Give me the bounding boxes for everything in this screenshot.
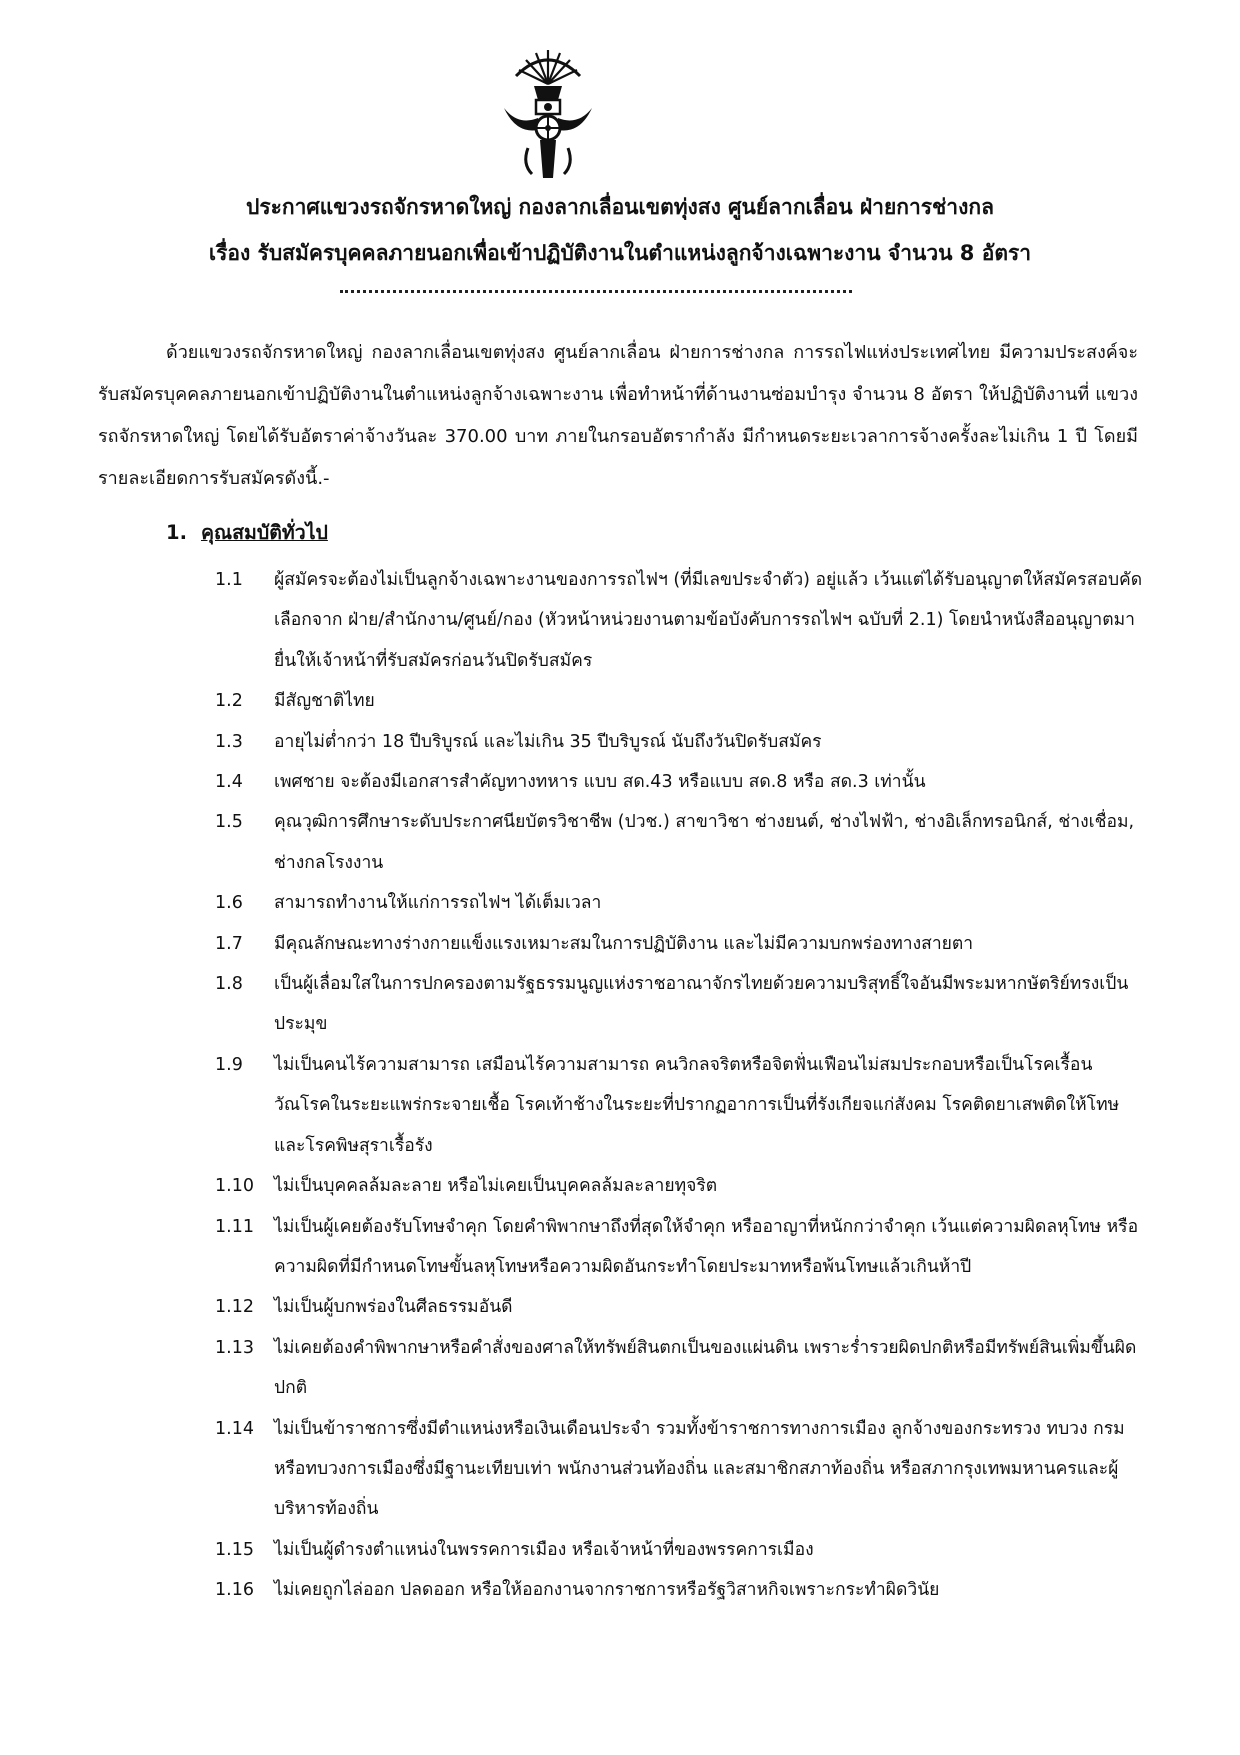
- item-text: ไม่เป็นผู้เคยต้องรับโทษจำคุก โดยคำพิพากษาถึงที่สุดให้จำคุก หรืออาญาที่หนักกว่าจำคุก เว้นแต่ความผิดลหุโทษ หรือความผิดที่มีกำหนดโทษขั้นลหุโทษหรือความผิดอันกระทำโดยประมาทหรือพ้นโทษแล้วเกินห้าปี: [274, 1216, 1139, 1277]
- qualification-list: [0, 560, 1240, 1611]
- item-number: 1.16: [215, 1580, 254, 1601]
- item-number: 1.11: [215, 1216, 254, 1237]
- list-item: [0, 681, 1240, 721]
- list-item: [0, 1166, 1240, 1206]
- item-text: ไม่เป็นผู้บกพร่องในศีลธรรมอันดี: [274, 1297, 513, 1318]
- item-number: 1.7: [215, 933, 243, 954]
- dotted-separator: [340, 290, 852, 293]
- item-text: ไม่เป็นบุคคลล้มละลาย หรือไม่เคยเป็นบุคคลล้มละลายทุจริต: [274, 1176, 718, 1197]
- list-item: [0, 1570, 1240, 1610]
- item-text: ไม่เคยต้องคำพิพากษาหรือคำสั่งของศาลให้ทรัพย์สินตกเป็นของแผ่นดิน เพราะร่ำรวยผิดปกติหรือมีทรัพย์สินเพิ่มขึ้นผิดปกติ: [274, 1337, 1137, 1399]
- item-number: 1.8: [215, 974, 243, 995]
- item-number: 1.3: [215, 731, 243, 752]
- item-number: 1.6: [215, 893, 243, 914]
- item-text: ผู้สมัครจะต้องไม่เป็นลูกจ้างเฉพาะงานของการรถไฟฯ (ที่มีเลขประจำตัว) อยู่แล้ว เว้นแต่ได้รับอนุญาตให้สมัครสอบคัดเลือกจาก ฝ่าย/สำนักงาน/ศูนย์/กอง (หัวหน้าหน่วยงานตามข้อบังคับการรถไฟฯ ฉบับที่ 2.1) โดยนำหนังสืออนุญาตมายื่นให้เจ้าหน้าที่รับสมัครก่อนวันปิดรับสมัคร: [274, 570, 1143, 671]
- list-item: [0, 924, 1240, 964]
- list-item: [0, 802, 1240, 883]
- list-item: [0, 1207, 1240, 1288]
- item-number: 1.4: [215, 772, 243, 793]
- item-text: ไม่เคยถูกไล่ออก ปลดออก หรือให้ออกงานจากราชการหรือรัฐวิสาหกิจเพราะกระทำผิดวินัย: [274, 1580, 940, 1601]
- list-item: [0, 762, 1240, 802]
- item-number: 1.5: [215, 812, 243, 833]
- item-text: มีสัญชาติไทย: [274, 691, 375, 712]
- list-item: [0, 1409, 1240, 1530]
- intro-text: ด้วยแขวงรถจักรหาดใหญ่ กองลากเลื่อนเขตทุ่งสง ศูนย์ลากเลื่อน ฝ่ายการช่างกล การรถไฟแห่งประเทศไทย มีความประสงค์จะรับสมัครบุคคลภายนอกเข้าปฏิบัติงานในตำแหน่งลูกจ้างเฉพาะงาน เพื่อทำหน้าที่ด้านงานซ่อมบำรุง จำนวน 8 อัตรา ให้ปฏิบัติงานที่ แขวงรถจักรหาดใหญ่ โดยได้รับอัตราค่าจ้างวันละ 370.00 บาท ภายในกรอบอัตรากำลัง มีกำหนดระยะเวลาการจ้างครั้งละไม่เกิน 1 ปี โดยมีรายละเอียดการรับสมัครดังนี้.-: [98, 342, 1138, 489]
- list-item: [0, 1530, 1240, 1570]
- item-number: 1.10: [215, 1176, 254, 1197]
- item-number: 1.15: [215, 1539, 254, 1560]
- item-number: 1.1: [215, 570, 243, 590]
- item-text: เพศชาย จะต้องมีเอกสารสำคัญทางทหาร แบบ สด.43 หรือแบบ สด.8 หรือ สด.3 เท่านั้น: [274, 772, 926, 793]
- section-title: คุณสมบัติทั่วไป: [200, 521, 328, 544]
- list-item: [0, 722, 1240, 762]
- list-item: [0, 883, 1240, 923]
- list-item: [0, 964, 1240, 1045]
- intro-paragraph: [98, 332, 1138, 500]
- list-item: [0, 1045, 1240, 1166]
- item-number: 1.12: [215, 1297, 254, 1318]
- item-text: เป็นผู้เลื่อมใสในการปกครองตามรัฐธรรมนูญแห่งราชอาณาจักรไทยด้วยความบริสุทธิ์ใจอันมีพระมหากษัตริย์ทรงเป็นประมุข: [274, 974, 1129, 1035]
- announcement-title: ประกาศแขวงรถจักรหาดใหญ่ กองลากเลื่อนเขตทุ่งสง ศูนย์ลากเลื่อน ฝ่ายการช่างกล: [246, 195, 994, 219]
- item-number: 1.2: [215, 691, 243, 712]
- item-number: 1.14: [215, 1418, 254, 1439]
- item-number: 1.13: [215, 1337, 254, 1358]
- state-railway-emblem: [498, 46, 598, 186]
- list-item: [0, 1287, 1240, 1327]
- section-heading: [166, 516, 328, 550]
- item-text: มีคุณลักษณะทางร่างกายแข็งแรงเหมาะสมในการปฏิบัติงาน และไม่มีความบกพร่องทางสายตา: [274, 933, 974, 954]
- item-text: ไม่เป็นผู้ดำรงตำแหน่งในพรรคการเมือง หรือเจ้าหน้าที่ของพรรคการเมือง: [274, 1539, 814, 1560]
- item-text: ไม่เป็นคนไร้ความสามารถ เสมือนไร้ความสามารถ คนวิกลจริตหรือจิตฟั่นเฟือนไม่สมประกอบหรือเป็นโรคเรื้อน วัณโรคในระยะแพร่กระจายเชื้อ โรคเท้าช้างในระยะที่ปรากฏอาการเป็นที่รังเกียจแก่สังคม โรคติดยาเสพติดให้โทษ และโรคพิษสุราเรื้อรัง: [274, 1054, 1120, 1156]
- item-text: อายุไม่ต่ำกว่า 18 ปีบริบูรณ์ และไม่เกิน 35 ปีบริบูรณ์ นับถึงวันปิดรับสมัคร: [274, 731, 822, 752]
- list-item: [0, 560, 1240, 681]
- item-text: ไม่เป็นข้าราชการซึ่งมีตำแหน่งหรือเงินเดือนประจำ รวมทั้งข้าราชการทางการเมือง ลูกจ้างของกระทรวง ทบวง กรม หรือทบวงการเมืองซึ่งมีฐานะเทียบเท่า พนักงานส่วนท้องถิ่น และสมาชิกสภาท้องถิ่น หรือสภากรุงเทพมหานครและผู้บริหารท้องถิ่น: [274, 1418, 1125, 1520]
- item-number: 1.9: [215, 1054, 243, 1075]
- announcement-subject: เรื่อง รับสมัครบุคคลภายนอกเพื่อเข้าปฏิบัติงานในตำแหน่งลูกจ้างเฉพาะงาน จำนวน 8 อัตรา: [208, 241, 1032, 265]
- section-number: 1.: [166, 521, 187, 544]
- item-text: สามารถทำงานให้แก่การรถไฟฯ ได้เต็มเวลา: [274, 893, 602, 914]
- item-text: คุณวุฒิการศึกษาระดับประกาศนียบัตรวิชาชีพ (ปวช.) สาขาวิชา ช่างยนต์, ช่างไฟฟ้า, ช่างอิเล็กทรอนิกส์, ช่างเชื่อม, ช่างกลโรงงาน: [274, 812, 1135, 873]
- list-item: [0, 1328, 1240, 1409]
